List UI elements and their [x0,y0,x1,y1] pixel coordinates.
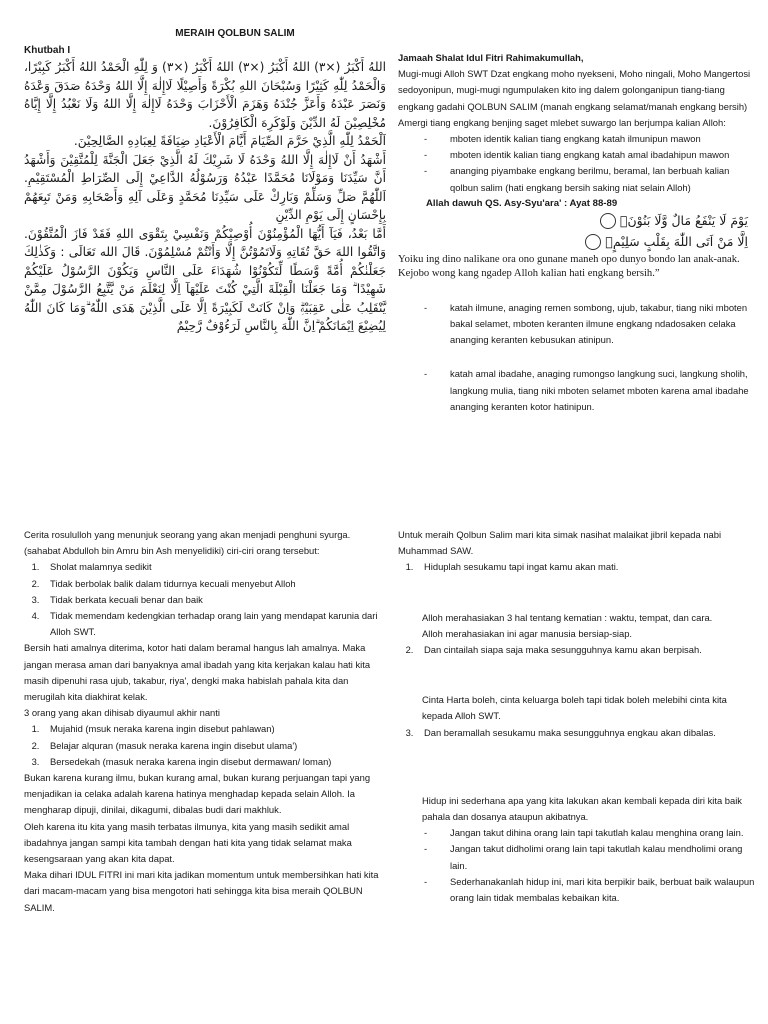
quran-citation: Allah dawuh QS. Asy-Syu'ara' : Ayat 88-89 [426,197,618,209]
verse-number-circle [585,234,601,250]
paragraph: Alloh merahasiakan 3 hal tentang kematian : waktu, tempat, dan cara. [422,611,713,623]
indonesian-sermon-section [24,527,386,1022]
arabic-line: اللهُ وَحْدَهُ صَدَقَ وَعْدَهُ وَنَصَرَ عَبْدَهُ وَأَعَزَّ جُنْدَهُ وَهَزَمَ الْأَحْزَابَ [24,78,387,111]
arabic-line: تَعَالَى : وَكَذٰلِكَ جَعَلْنٰكُمْ أُمَّةً وَّسَطًا لِّتَكُوْنُوْا شُهَدَاۤءَ عَلَى النَّاسِ [24,245,387,278]
criteria-list [398,131,756,196]
arabic-line: أَمَّا بَعْدُ، فَيَآ أَيُّهَا الْمُؤْمِنُوْنَ أُوْصِيْكُمْ وَنَفْسِيْ بِتَقْوَى اللهِ فَقَدْ فَازَ [72,226,387,241]
quran-verse-88 [398,211,748,230]
verse-text: اِلَّا مَنْ اَتَى اللّٰهَ بِقَلْبٍ سَلِيْمٍۗ [605,233,748,249]
verse-text: يَوْمَ لَا يَنْفَعُ مَالٌ وَّلَا بَنُوْنَۙ [619,212,748,228]
page-title: MERAIH QOLBUN SALIM [175,28,295,39]
paragraph: Cinta Harta boleh, cinta keluarga boleh tapi tidak boleh melebihi cinta kita kepada Alloh SWT. [422,694,727,722]
list-item: - mboten identik kalian tiang engkang katah amal ibadahipun mawon [436,147,756,163]
quran-verse-89 [398,232,748,251]
paragraph: Oleh karena itu kita yang masih terbatas ilmunya, kita yang masih sedikit amal ibadahnya jangan sampi kita tambah dengan hati kita yang tidak selamat maka kesengsaraan yang akan kita dapat. [24,820,352,865]
arabic-line: أَشْهَدُ أَنْ لَاإِلٰهَ إِلَّا اللهُ وَحْدَهُ لَا شَرِيْكَ لَهُ الَّذِيْ جَعَلَ الْجَنَّةَ لِلْمُتَّقِيْنَ [60,152,386,167]
list-item: 3. Tidak berkata kecuali benar dan baik [42,592,386,608]
paragraph: Bukan karena kurang ilmu, bukan kurang amal, bukan kurang perjuangan tapi yang menjadikan ia celaka adalah karena hatinya menghadap kepada selain Alloh. Ia mengharap dipuji, dinilai, dikagumi, dibalas budi dari makhluk. [24,772,371,816]
list-item: - ananging piyambake engkang berilmu, beramal, lan berbuah kalian qolbun salim (hati engkang bersih saking niat selain Alloh) [436,163,756,195]
list-item: 1. Mujahid (msuk neraka karena ingin disebut pahlawan) [42,721,386,737]
traits-list [24,559,386,640]
khutbah-label: Khutbah I [24,45,71,56]
arabic-line: وَأَشْهَدُ أَنَّ سَيِّدَنَا وَمَوْلَانَا مُحَمَّدًا عَبْدُهُ وَرَسُوْلُهُ الدَّاعِيْ إِلَى [24,152,387,185]
three-people-list [24,721,386,770]
paragraph: Mugi-mugi Alloh SWT Dzat engkang moho nyekseni, Moho ningali, Moho Mangertosi sedoyonipun, mugi-mugi ngumpulaken kito ing dalem golonganipun tiang-tiang engkang gadahi QOLBUN SALIM (manah engkang selamat/manah engkang bersih) [398,68,751,112]
list-item: 1. Sholat malamnya sedikit [42,559,386,575]
list-item: 4. Tidak memendam kedengkian terhadap orang lain yang mendapat karunia dari Alloh SWT. [42,608,386,640]
verse-number-circle [600,213,616,229]
arabic-line: اَلْحَمْدُ لِلّٰهِ الَّذِيْ حَرَّمَ الصِّيَامَ أَيَّامَ الْأَعْيَادِ ضِيَافَةً لِعِبَادِهِ الصَّالِحِيْنَ. [73,134,386,148]
list-item: - katah amal ibadahe, anaging rumongso langkung suci, langkung sholih, langkung mulia, tiang niki mboten selamet mboten karena amal ibadahe ananging keranten kotor hatinipun. [436,366,756,415]
khutbah-arabic-section [24,28,386,498]
greeting: Jamaah Shalat Idul Fitri Rahimakumullah, [398,52,584,63]
paragraph: Cerita rosululloh yang menunjuk seorang yang akan menjadi penghuni syurga. [24,529,351,540]
javanese-sermon-section [398,50,756,500]
advice-list [398,725,756,741]
arabic-line: عَلَى الَّذِيْنَ هَدَى اللّٰهُ ۗوَمَا كَانَ اللّٰهُ لِيُضِيْعَ اِيْمَانَكُمْ ۗاِنَّ اللّٰهَ بِالنَّاسِ [24,300,386,333]
list-item: - katah ilmune, anaging remen sombong, ujub, takabur, tiang niki mboten bakal selamet, mboten keranten ilmune engkang ndadosaken celaka ananging keranten kebusukan atinipun. [436,300,756,349]
arabic-line: اللهُ أَكْبَرُ (×٣) اللهُ أَكْبَرُ (×٣) اللهُ أَكْبَرُ (×٣) وَ لِلّٰهِ الْحَمْدُ [100,60,386,74]
paragraph: Alloh merahasiakan ini agar manusia bersiap-siap. [422,627,633,639]
list-item: - mboten identik kalian tiang engkang katah ilmunipun mawon [436,131,756,147]
list-item: - Sederhanakanlah hidup ini, mari kita berpikir baik, berbuat baik walaupun orang lain tidak membalas kebaikan kita. [436,874,756,906]
list-item: 2. Tidak berbolak balik dalam tidurnya kecuali menyebut Alloh [42,576,386,592]
arabic-line: لَرَءُوْفٌ رَّحِيْمٌ [176,319,241,333]
list-item: 3. Bersedekah (masuk neraka karena ingin disebut dermawan/ loman) [42,754,386,770]
list-item: 2. Dan cintailah siapa saja maka sesungguhnya kamu akan berpisah. [416,642,756,658]
arabic-line: الْمُتَّقُوْنَ. وَاتَّقُوا اللهَ حَقَّ تُقَاتِهِ وَلَاتَمُوْتُنَّ إِلَّا وَأَنْتُمْ مُسْلِمُوْنَ. قَالَ الله [24,226,387,259]
list-item: 1. Hiduplah sesukamu tapi ingat kamu akan mati. [416,559,756,575]
list-item: - Jangan takut dihina orang lain tapi takutlah kalau menghina orang lain. [436,825,756,841]
paragraph: Maka dihari IDUL FITRI ini mari kita jadikan momentum untuk membersihkan hati kita dari macam-macam yang bisa mengotori hati sehingga kita bisa meraih QOLBUN SALIM. [24,869,379,913]
arabic-line: وَعَلَى آلِهِ وَأَصْحَابِهِ وَمَنْ تَبِعَهُمْ بِإِحْسَانٍ إِلَى يَوْمِ الدِّيْنِ [24,189,386,222]
paragraph: Bersih hati amalnya diterima, kotor hati dalam beramal hangus lah amalnya. Maka jangan merasa aman dari banyaknya amal ibadah yang kita kerjakan kalau hati kita masih dipenuhi rasa ujub, takabur, riya', dengki maka habislah pahala kita dan merugilah kita diakhirat kelak. [24,642,371,703]
consequence-list [398,366,756,415]
paragraph: Hidup ini sederhana apa yang kita lakukan akan kembali kepada diri kita baik pahala dan dosanya ataupun akibatnya. [422,794,742,823]
verse-translation: Yoiku ing dino nalikane ora ono gunane maneh opo dunyo bondo lan anak-anak. Kejobo wong kang ngadep Alloh kalian hati engkang bersih.” [398,253,740,280]
arabic-line: لِنَعْلَمَ مَنْ يَّتَّبِعُ الرَّسُوْلَ مِمَّنْ يَّنْقَلِبُ عَلٰى عَقِبَيْهِۗ وَاِنْ كَانَتْ لَكَبِيْرَةً اِلَّا [24,282,387,315]
arabic-line: وَيَكُوْنَ الرَّسُوْلُ عَلَيْكُمْ شَهِيْدًا ۗ وَمَا جَعَلْنَا الْقِبْلَةَ الَّتِيْ كُنْتَ عَلَيْهَآ اِلَّا [24,263,387,296]
list-item: - Jangan takut didholimi orang lain tapi takutlah kalau mendholimi orang lain. [436,841,756,873]
arabic-line: وَحْدَهُ لَاإِلٰهَ إِلَّا اللهُ وَلَا نَعْبُدُ إِلَّا إِيَّاهُ مُخْلِصِيْنَ لَهُ الدِّيْنَ وَلَوْكَرِهَ [24,97,386,130]
consequence-list [398,300,756,349]
list-item: 3. Dan beramallah sesukamu maka sesungguhnya engkau akan dibalas. [416,725,756,741]
arabic-line: الْكَافِرُوْنَ. [208,115,258,130]
paragraph: (sahabat Abdulloh bin Amru bin Ash menyelidiki) ciri-ciri orang tersebut: [24,545,320,557]
arabic-opening-text [24,58,386,336]
paragraph: 3 orang yang akan dihisab diyaumul akhir nanti [24,707,220,719]
closing-list [398,825,756,906]
advice-list [398,642,756,658]
arabic-line: الصِّرَاطِ الْمُسْتَقِيْمِ. اَللّٰهُمَّ صَلِّ وَسَلِّمْ وَبَارِكْ عَلَى سَيِّدِنَا مُحَمَّدٍ [24,171,387,204]
list-item: 2. Belajar alquran (masuk neraka karena ingin disebut ulama') [42,738,386,754]
paragraph: Amergi tiang engkang benjing saget mlebet suwargo lan berjumpa kalian Alloh: [398,116,726,128]
advice-list [398,559,756,575]
paragraph: Untuk meraih Qolbun Salim mari kita simak nasihat malaikat jibril kepada nabi Muhammad SAW. [398,529,722,557]
arabic-line: اللهُ أَكْبَرُ كَبِيْرًا، وَالْحَمْدُ لِلّٰهِ كَثِيْرًا وَسُبْحَانَ اللهِ بُكْرَةً وَأَصِيْلًا لَاإِلٰهَ إِلَّا [24,60,386,93]
jibril-advice-section [398,527,756,1022]
